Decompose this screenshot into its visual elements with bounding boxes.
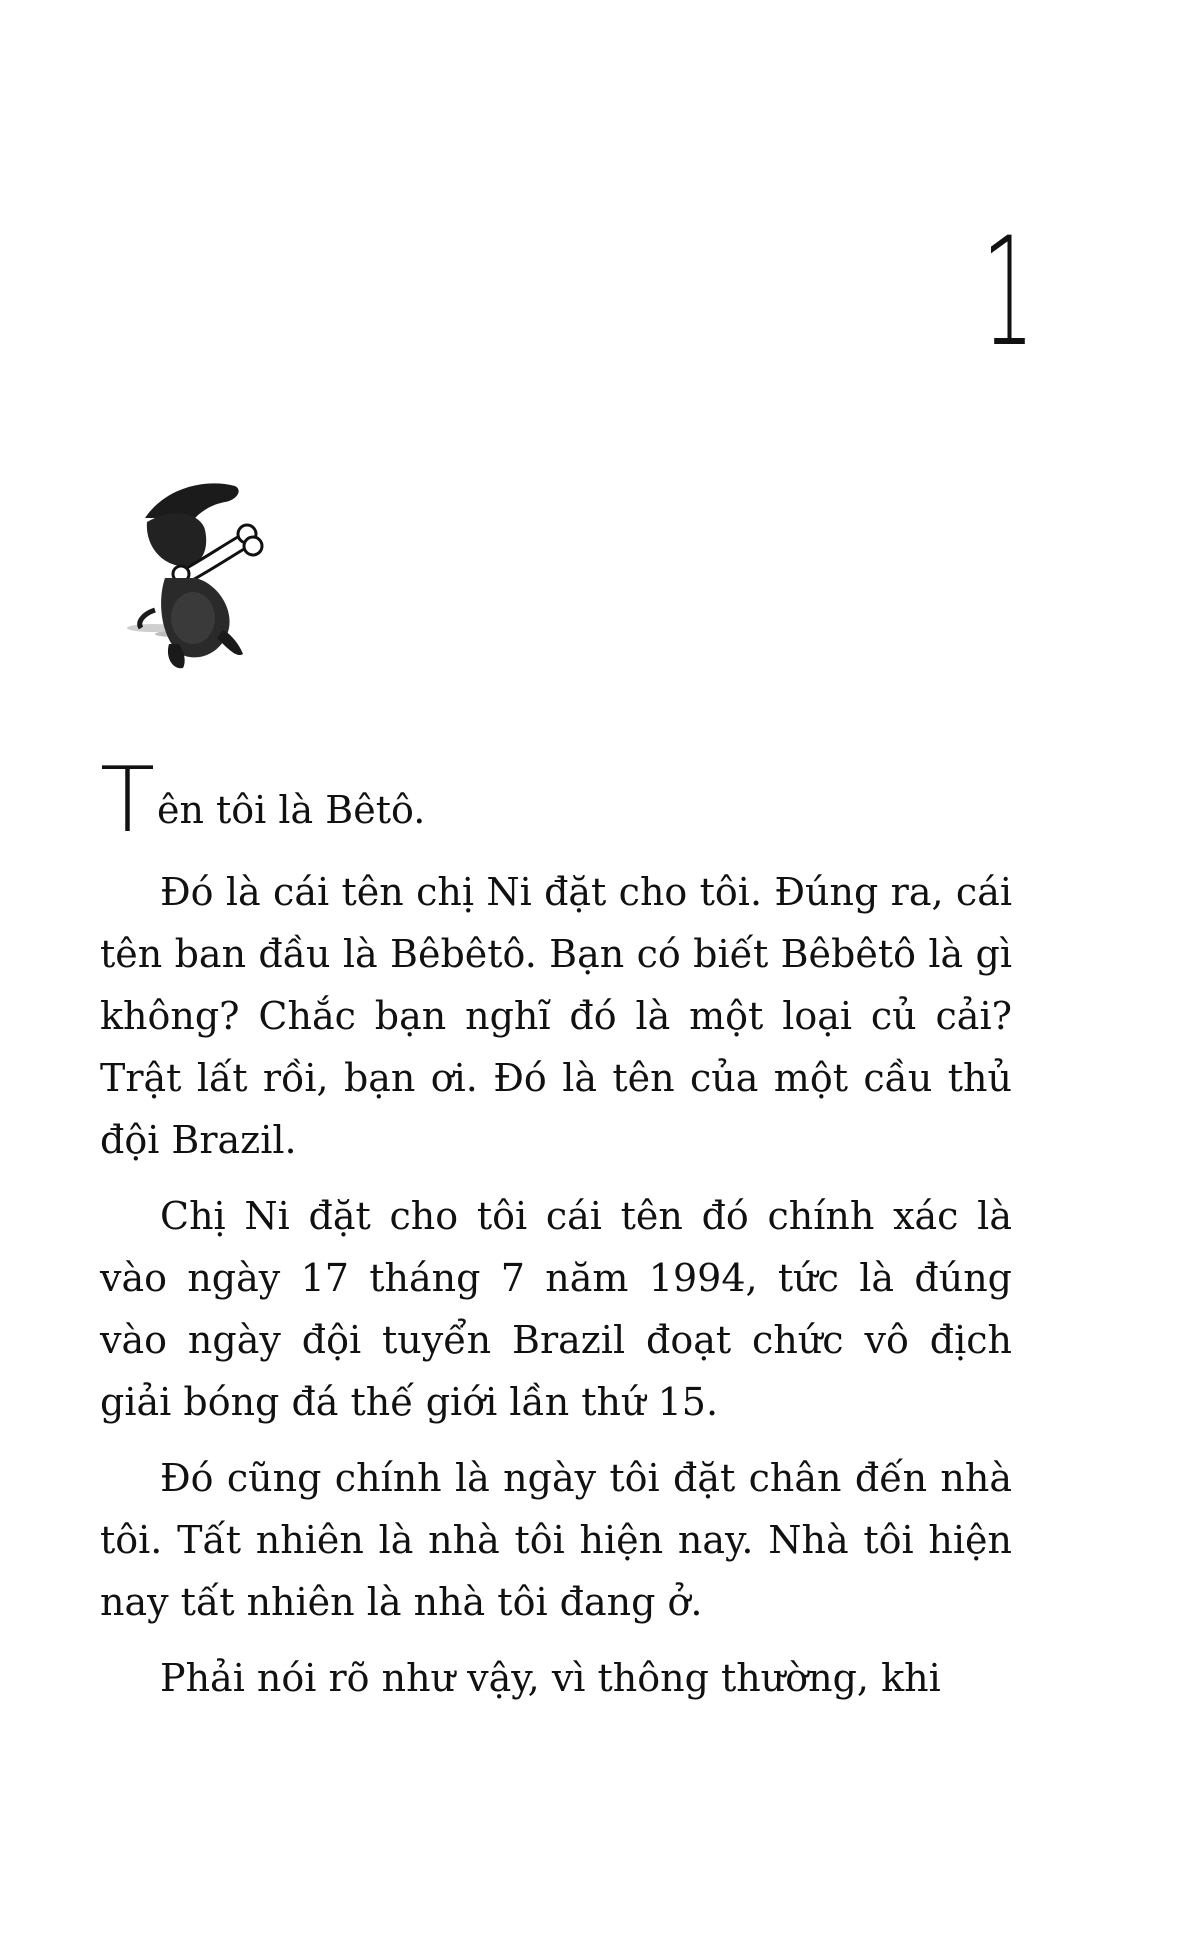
drop-cap: T [100,748,155,853]
opening-line-text: ên tôi là Bêtô. [156,788,426,832]
chapter-text [100,748,1012,1723]
chapter-number: 1 [981,206,1034,380]
paragraph: Phải nói rõ như vậy, vì thông thường, khi [160,1656,941,1700]
opening-line [100,748,1012,853]
paragraph: Chị Ni đặt cho tôi cái tên đó chính xác là vào ngày 17 tháng 7 năm 1994, tức là đúng vào ngày đội tuyển Brazil đoạt chức vô địch giải bóng đá thế giới lần thứ 15. [100,1194,1012,1424]
paragraph: Đó cũng chính là ngày tôi đặt chân đến nhà tôi. Tất nhiên là nhà tôi hiện nay. Nhà tôi hiện nay tất nhiên là nhà tôi đang ở. [100,1456,1012,1624]
dog-with-bone-icon [125,478,305,678]
paragraph: Đó là cái tên chị Ni đặt cho tôi. Đúng ra, cái tên ban đầu là Bêbêtô. Bạn có biết Bêbêtô là gì không? Chắc bạn nghĩ đó là một loại củ cải? Trật lất rồi, bạn ơi. Đó là tên của một cầu thủ đội Brazil. [100,870,1012,1162]
